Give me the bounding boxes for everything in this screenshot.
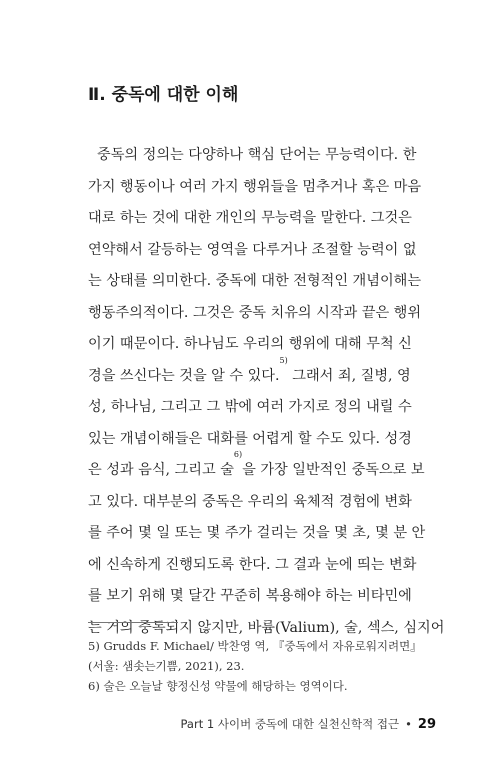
footer-title: Part 1 사이버 중독에 대한 실천신학적 접근 [180,717,400,731]
body-line: 성, 하나님, 그리고 그 밖에 여러 가지로 정의 내릴 수 [88,399,412,415]
footnote-divider [88,622,178,623]
body-line: 연약해서 갈등하는 영역을 다루거나 조절할 능력이 없 [88,241,417,258]
body-line: 고 있다. 대부분의 중독은 우리의 육체적 경험에 변화 [88,493,412,510]
body-line: 있는 개념이해들은 대화를 어렵게 할 수도 있다. 성경 [88,430,412,447]
footnote-5: 5) Grudds F. Michael/ 박찬영 역, 『중독에서 자유로워지려면』 (서울: 샘솟는기쁨, 2021), 23. [88,639,422,673]
body-line: 를 주어 몇 일 또는 몇 주가 걸리는 것을 몇 초, 몇 분 안 [88,525,426,541]
body-line: 경을 쓰신다는 것을 알 수 있다. 5) 그래서 죄, 질병, 영 [88,361,418,393]
body-line: 은 성과 음식, 그리고 술 6) 을 가장 일반적인 중독으로 보 [88,455,418,487]
body-line: 는 상태를 의미한다. 중독에 대한 전형적인 개념이해는 [88,273,422,289]
running-footer [181,716,436,732]
body-line: 대로 하는 것에 대한 개인의 무능력을 말한다. 그것은 [88,210,412,226]
body-line: 이기 때문이다. 하나님도 우리의 행위에 대해 무척 신 [88,336,412,352]
body-paragraph [88,140,445,644]
body-line: 는 거의 중독되지 않지만, 바륨(Valium), 술, 섹스, 심지어 [88,619,445,636]
page-number: 29 [417,717,436,732]
body-line: 중독의 정의는 다양하나 핵심 단어는 무능력이다. 한 [88,147,417,163]
footer-separator: • [405,717,412,731]
footnote-ref: 6) [233,450,243,459]
footnote-6: 6) 술은 오늘날 향정신성 약물에 해당하는 영역이다. [88,679,348,693]
section-heading: Ⅱ. 중독에 대한 이해 [88,85,239,105]
footnote-ref: 5) [279,355,288,365]
body-line: 가지 행동이나 여러 가지 행위들을 멈추거나 혹은 마음 [88,178,422,195]
body-line: 에 신속하게 진행되도록 한다. 그 결과 눈에 띄는 변화 [88,556,417,573]
body-line: 행동주의적이다. 그것은 중독 치유의 시작과 끝은 행위 [88,304,422,321]
body-line: 를 보기 위해 몇 달간 꾸준히 복용해야 하는 비타민에 [88,588,412,604]
